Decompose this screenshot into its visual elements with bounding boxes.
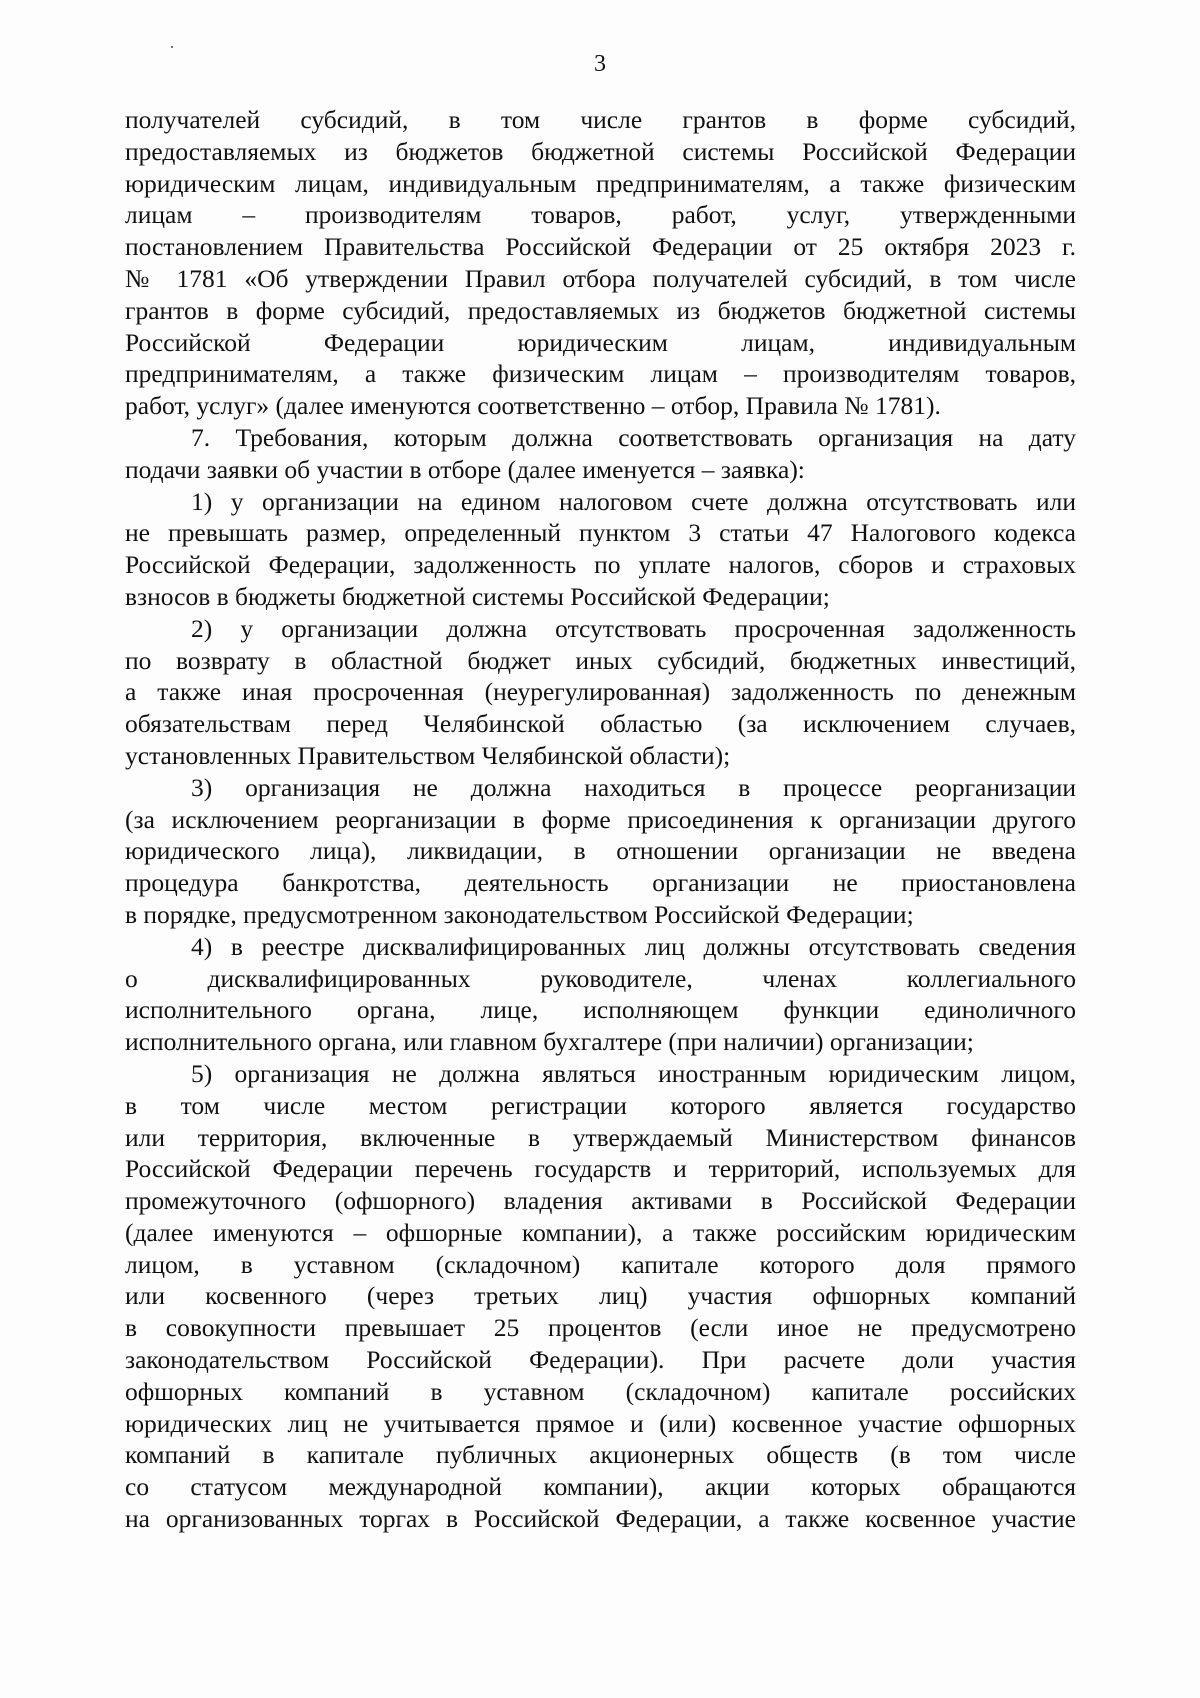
text-line: 2) у организации должна отсутствовать просроченная задолженность [191, 613, 1076, 643]
text-line: грантов в форме субсидий, предоставляемых из бюджетов бюджетной системы [125, 295, 1076, 325]
page-number: 3 [594, 51, 606, 77]
text-line: или территория, включенные в утверждаемый Министерством финансов [125, 1122, 1076, 1152]
text-line: промежуточного (офшорного) владения активами в Российской Федерации [125, 1186, 1076, 1216]
text-line: подачи заявки об участии в отборе (далее именуется – заявка): [125, 454, 805, 484]
text-line: 3) организация не должна находиться в процессе реорганизации [191, 772, 1076, 802]
scan-speck [171, 46, 173, 48]
text-line: получателей субсидий, в том числе грантов в форме субсидий, [125, 105, 1076, 134]
text-line: или косвенного (через третьих лиц) участия офшорных компаний [125, 1281, 1076, 1311]
text-line: Российской Федерации, задолженность по уплате налогов, сборов и страховых [125, 550, 1076, 580]
text-line: на организованных торгах в Российской Федерации, а также косвенное участие [125, 1504, 1076, 1534]
text-line: (далее именуются – офшорные компании), а также российским юридическим [125, 1217, 1076, 1247]
text-line: а также иная просроченная (неурегулированная) задолженность по денежным [125, 677, 1076, 707]
text-line: процедура банкротства, деятельность организации не приостановлена [125, 868, 1076, 898]
text-line: работ, услуг» (далее именуются соответственно – отбор, Правила № 1781). [125, 391, 941, 421]
text-line: постановлением Правительства Российской Федерации от 25 октября 2023 г. [125, 232, 1076, 262]
text-line: в совокупности превышает 25 процентов (если иное не предусмотрено [125, 1313, 1076, 1343]
text-line: 7. Требования, которым должна соответствовать организация на дату [191, 422, 1076, 452]
text-line: лицом, в уставном (складочном) капитале которого доля прямого [125, 1249, 1076, 1279]
text-line: по возврату в областной бюджет иных субсидий, бюджетных инвестиций, [125, 645, 1076, 675]
text-line: взносов в бюджеты бюджетной системы Российской Федерации; [125, 581, 830, 611]
text-line: исполнительного органа, или главном бухгалтере (при наличии) организации; [125, 1027, 974, 1057]
text-line: офшорных компаний в уставном (складочном) капитале российских [125, 1376, 1076, 1406]
text-line: законодательством Российской Федерации). При расчете доли участия [125, 1345, 1076, 1375]
text-line: (за исключением реорганизации в форме присоединения к организации другого [125, 804, 1076, 834]
text-line: № 1781 «Об утверждении Правил отбора получателей субсидий, в том числе [125, 263, 1076, 293]
text-line: установленных Правительством Челябинской области); [125, 740, 731, 770]
text-line: юридических лиц не учитывается прямое и (или) косвенное участие офшорных [125, 1408, 1076, 1438]
text-line: обязательствам перед Челябинской областью (за исключением случаев, [125, 709, 1076, 739]
text-line: в порядке, предусмотренном законодательством Российской Федерации; [125, 899, 914, 929]
text-line: в том числе местом регистрации которого является государство [125, 1090, 1076, 1120]
text-line: 4) в реестре дисквалифицированных лиц должны отсутствовать сведения [191, 931, 1076, 961]
text-line: предпринимателям, а также физическим лицам – производителям товаров, [125, 359, 1076, 389]
text-line: не превышать размер, определенный пунктом 3 статьи 47 Налогового кодекса [125, 518, 1076, 548]
text-line: со статусом международной компании), акции которых обращаются [125, 1472, 1076, 1502]
text-line: 1) у организации на едином налоговом счете должна отсутствовать или [191, 486, 1076, 516]
text-line: 5) организация не должна являться иностранным юридическим лицом, [191, 1058, 1076, 1088]
text-line: исполнительного органа, лице, исполняющем функции единоличного [125, 995, 1076, 1025]
text-line: компаний в капитале публичных акционерных обществ (в том числе [125, 1440, 1076, 1470]
text-line: предоставляемых из бюджетов бюджетной системы Российской Федерации [125, 136, 1076, 166]
text-line: юридическим лицам, индивидуальным предпринимателям, а также физическим [125, 168, 1076, 198]
text-line: Российской Федерации перечень государств и территорий, используемых для [125, 1154, 1076, 1184]
text-line: юридического лица), ликвидации, в отношении организации не введена [125, 836, 1076, 866]
text-line: Российской Федерации юридическим лицам, индивидуальным [125, 327, 1076, 357]
text-line: лицам – производителям товаров, работ, услуг, утвержденными [125, 200, 1076, 230]
text-line: о дисквалифицированных руководителе, членах коллегиального [125, 963, 1076, 993]
body-text [125, 104, 1076, 1535]
